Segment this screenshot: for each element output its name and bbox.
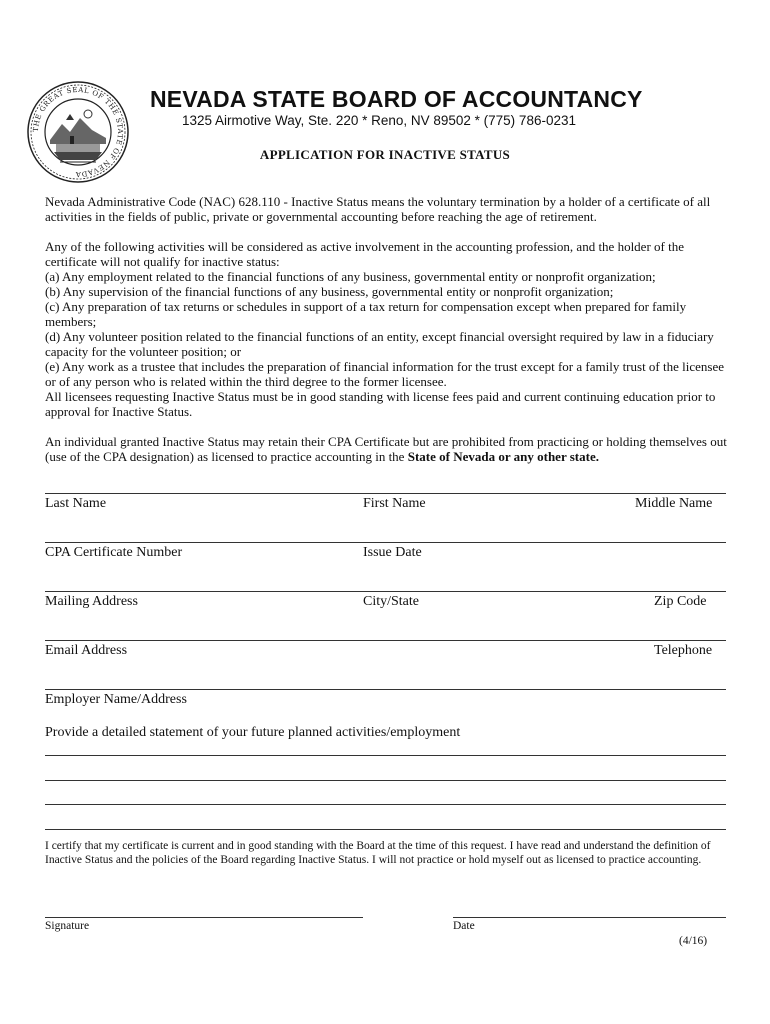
statement-line-3[interactable] [45,804,726,805]
statement-line-4[interactable] [45,829,726,830]
certification-statement: I certify that my certificate is current and in good standing with the Board at the time of this request. I have read and understand the definition of Inactive Status and the policies of the Board regarding Inactive Status. I will not practice or hold myself out as licensed to practice accounting. [45,840,711,866]
good-standing-note: All licensees requesting Inactive Status must be in good standing with license fees paid and current continuing education prior to approval for Inactive Status. [45,389,716,419]
mailing-address-label: Mailing Address [45,594,138,609]
future-activities-label: Provide a detailed statement of your future planned activities/employment [45,725,461,740]
form-title: APPLICATION FOR INACTIVE STATUS [259,147,511,162]
activity-item: (d) Any volunteer position related to the financial functions of an entity, except financial oversight required by law in a fiduciary capacity for the volunteer position; or [45,329,714,359]
date-line[interactable] [453,917,726,918]
activity-item: (a) Any employment related to the financial functions of any business, governmental entity or nonprofit organization; [45,269,656,284]
signature-line[interactable] [45,917,363,918]
board-address: 1325 Airmotive Way, Ste. 220 * Reno, NV 89502 * (775) 786-0231 [182,113,576,128]
name-line[interactable] [45,493,726,494]
middle-name-label: Middle Name [635,496,713,511]
cpa-line[interactable] [45,542,726,543]
first-name-label: First Name [363,496,426,511]
last-name-label: Last Name [45,496,107,511]
email-address-label: Email Address [45,643,128,658]
date-label: Date [453,920,475,932]
email-line[interactable] [45,640,726,641]
activities-section [45,239,735,419]
seal-text: THE GREAT SEAL OF THE STATE OF NEVADA [31,85,125,179]
nac-definition: Nevada Administrative Code (NAC) 628.110 - Inactive Status means the voluntary termination by a holder of a certificate of all activities in the fields of public, private or governmental accounting before reaching the age of retirement. [45,194,711,224]
address-line[interactable] [45,591,726,592]
nevada-state-seal [26,80,130,184]
cpa-number-label: CPA Certificate Number [45,545,183,560]
activity-item: (c) Any preparation of tax returns or schedules in support of a tax return for compensation except when prepared for family members; [45,299,687,329]
issue-date-label: Issue Date [363,545,422,560]
activity-item: (e) Any work as a trustee that includes the preparation of financial information for the trust except for a family trust of the licensee or of any person who is related within the third degree to the former licensee. [45,359,725,389]
activity-item: (b) Any supervision of the financial functions of any business, governmental entity or nonprofit organization; [45,284,614,299]
statement-line-1[interactable] [45,755,726,756]
statement-line-2[interactable] [45,780,726,781]
retain-bold: State of Nevada or any other state. [407,449,599,464]
telephone-label: Telephone [654,643,713,658]
employer-label: Employer Name/Address [45,692,187,707]
employer-line[interactable] [45,689,726,690]
board-title: NEVADA STATE BOARD OF ACCOUNTANCY [150,86,643,112]
revision-date: (4/16) [679,935,708,947]
signature-label: Signature [45,920,90,932]
retain-paragraph [45,434,735,464]
activities-intro: Any of the following activities will be considered as active involvement in the accounting profession, and the holder of the certificate will not qualify for inactive status: [45,239,684,269]
retain-text: An individual granted Inactive Status may retain their CPA Certificate but are prohibited from practicing or holding themselves out (use of the CPA designation) as licensed to practice accounting in the [45,434,727,464]
city-state-label: City/State [363,594,419,609]
zip-code-label: Zip Code [654,594,707,609]
intro-paragraph [45,194,735,224]
